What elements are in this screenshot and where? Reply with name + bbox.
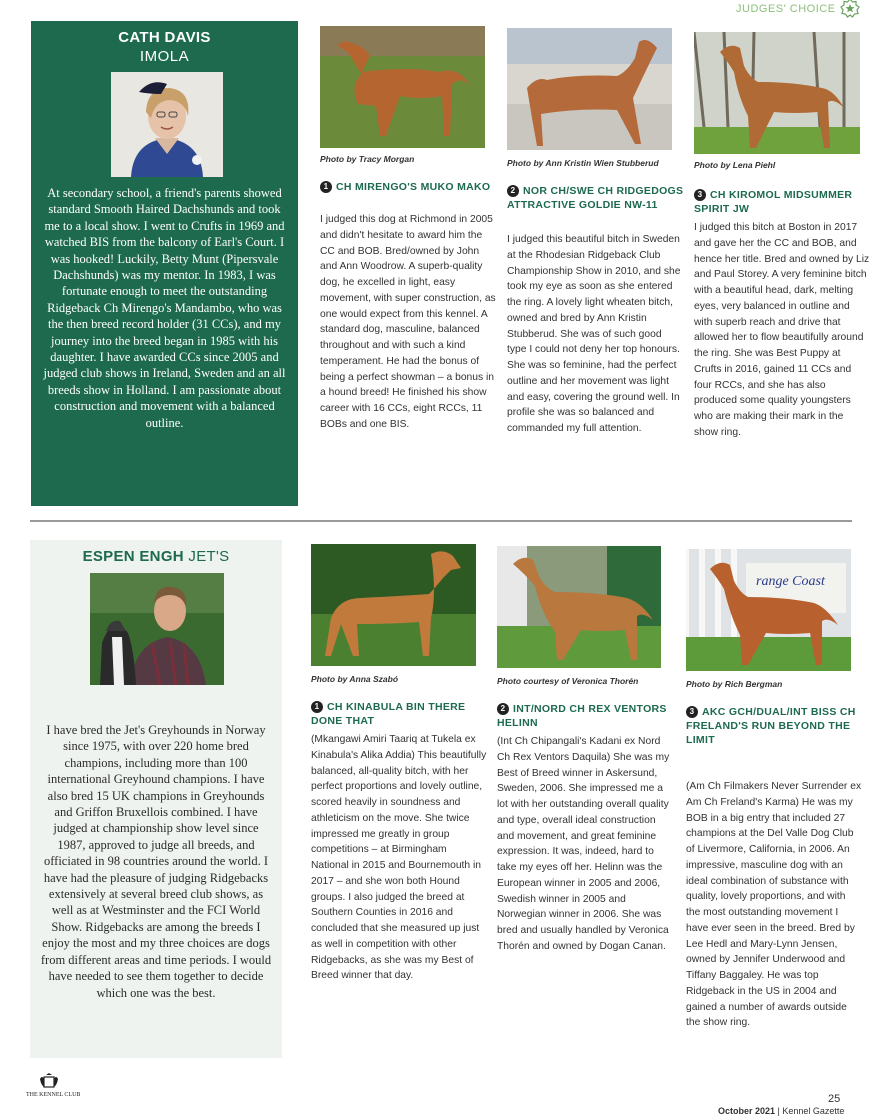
photo-credit: Photo by Ann Kristin Wien Stubberud bbox=[507, 158, 659, 168]
dog-description: (Int Ch Chipangali's Kadani ex Nord Ch Rex Ventors Daquila) She was my Best of Breed winner in Askersund, Sweden, 2006. She impressed me a lot with her outstanding overall quality and type, overall ideal construction and movement, and great feminine expression. It was, indeed, hard to take my eyes off her. Helinn was the European winner in 2005 and 2006, Swedish winner in 2005 and Norwegian winner in 2006. She was bred and usually handled by Veronica Thorén and owned by Dogan Canan. bbox=[497, 736, 670, 952]
dog-photo bbox=[694, 32, 860, 154]
dog-title bbox=[497, 702, 675, 730]
rosette-icon bbox=[840, 0, 860, 20]
section-divider bbox=[30, 520, 852, 522]
dog-description: (Am Ch Filmakers Never Surrender ex Am Ch Freland's Karma) He was my BOB in a big entry that included 27 champions at the Del Valle Dog Club of Livermore, California, in 2006. An impressive, masculine dog with an ideal combination of substance with quality, lovely proportions, and with the most outstanding movement I have ever seen in the breed. Bred by Lee Hedl and Mary-Lynn Jensen, owned by Jennifer Underwood and Tiffany Baggaley. He was top Ridgeback in the US in 2004 and gained a number of awards outside the show ring. bbox=[686, 781, 862, 1029]
judge-kennel: IMOLA bbox=[139, 48, 190, 65]
judge-bio: At secondary school, a friend's parents showed standard Smooth Haired Dachshunds and took me to a local show. I went to Crufts in 1969 and watched BIS from the balcony of Earl's Court. I was hooked! Luckily, Betty Munt (Pipersvale Dachshunds) was my mentor. In 1983, I was fortunate enough to meet the outstanding Ridgeback Ch Mirengo's Mandambo, who was the then breed record holder (31 CCs), and my journey into the breed began in 1985 with his daughter. I have awarded CCs since 2005 and judged club shows in Ireland, Sweden and an all breeds show in Holland. I am passionate about construction and movement with a balanced outline. bbox=[43, 186, 286, 430]
crest-icon bbox=[38, 1073, 60, 1091]
kennel-club-logo bbox=[26, 1073, 81, 1101]
logo-text: THE KENNEL CLUB bbox=[26, 1092, 81, 1098]
judge-panel-cath-davis bbox=[31, 21, 298, 506]
svg-text:range Coast: range Coast bbox=[756, 574, 825, 589]
dog-title bbox=[507, 184, 685, 212]
dog-title bbox=[311, 700, 489, 728]
dog-title bbox=[694, 188, 872, 216]
judge-kennel: JET'S bbox=[188, 548, 230, 565]
pick-number-badge: 2 bbox=[507, 185, 519, 197]
dog-name: CH KIROMOL MIDSUMMER SPIRIT JW bbox=[694, 189, 853, 215]
section-header bbox=[736, 0, 896, 18]
photo-credit: Photo by Tracy Morgan bbox=[320, 154, 415, 164]
dog-description: I judged this beautiful bitch in Sweden at the Rhodesian Ridgeback Club Championship Show in 2010, and she took my eye as soon as she entered the ring. A lovely light wheaten bitch, owned and bred by Ann Kristin Stubberud. She was of such good type I could not deny her top honours. She was so feminine, had the perfect outline and her movement was light and easy, covering the ground well. In profile she was so balanced and commanded my full attention. bbox=[507, 234, 681, 434]
dog-photo bbox=[311, 544, 476, 666]
pick-number-badge: 3 bbox=[686, 706, 698, 718]
dog-description: I judged this bitch at Boston in 2017 and gave her the CC and BOB, and hence her title. Bred and owned by Liz and Paul Storey. A very feminine bitch with a beautiful head, dark, melting eyes, very balanced in outline and with superb reach and drive that allowed her to flow beautifully around the ring. She was Best Puppy at Crufts in 2016, gained 11 CCs and four RCCs, and she has also produced some quality youngsters who are making their mark in the show ring. bbox=[694, 222, 870, 438]
issue-line: October 2021 | Kennel Gazette bbox=[718, 1106, 845, 1116]
judge-name: CATH DAVIS bbox=[118, 29, 211, 46]
pick-number-badge: 1 bbox=[311, 701, 323, 713]
dog-name: AKC GCH/DUAL/INT BISS CH FRELAND'S RUN BEYOND THE LIMIT bbox=[686, 706, 856, 746]
judge-panel-espen-engh bbox=[30, 540, 282, 1058]
judge-portrait bbox=[90, 573, 224, 685]
dog-title bbox=[320, 180, 498, 194]
photo-credit: Photo by Rich Bergman bbox=[686, 679, 783, 689]
issue-date: October 2021 bbox=[718, 1106, 776, 1116]
dog-description: (Mkangawi Amiri Taariq at Tukela ex Kinabula's Alika Addia) This beautifully balanced, all-quality bitch, with her perfect proportions and lovely outline, scored heavily in soundness and athleticism on the move. She twice impressed me greatly in group competitions – at Birmingham National in 2015 and Bournemouth in 2017 – and she won both Hound groups. I also judged the breed at Southern Counties in 2016 and concluded that she measured up just as well in competition with other Ridgebacks, as she was my Best of Breed winner that day. bbox=[311, 734, 487, 982]
publication-name: Kennel Gazette bbox=[782, 1106, 845, 1116]
judge-heading bbox=[30, 548, 282, 565]
dog-photo bbox=[507, 28, 672, 150]
dog-name: CH KINABULA BIN THERE DONE THAT bbox=[311, 701, 466, 727]
dog-name: INT/NORD CH REX VENTORS HELINN bbox=[497, 703, 667, 729]
dog-photo bbox=[686, 549, 851, 671]
pick-number-badge: 3 bbox=[694, 189, 706, 201]
dog-name: CH MIRENGO'S MUKO MAKO bbox=[336, 181, 491, 193]
dog-name: NOR CH/SWE CH RIDGEDOGS ATTRACTIVE GOLDIE NW-11 bbox=[507, 185, 684, 211]
photo-credit: Photo by Anna Szabó bbox=[311, 674, 399, 684]
judge-name: ESPEN ENGH bbox=[82, 548, 184, 565]
judge-portrait bbox=[111, 72, 223, 177]
section-subtitle: JUDGES' CHOICE bbox=[736, 3, 836, 15]
judge-bio: I have bred the Jet's Greyhounds in Norway since 1975, with over 220 home bred champions, including more than 100 international Greyhound champions. I have also bred 15 UK champions in Greyhounds and Griffon Bruxellois combined. I have judged at championship show level since 1987, approved to judge all breeds, and officiated in 98 countries around the world. I have had the pleasure of judging Ridgebacks extensively at several breed club shows, as well as at Westminster and the FCI World Show. Ridgebacks are among the breeds I enjoy the most and my three choices are dogs from different areas and time periods. I would have needed to see them together to decide which one was the best. bbox=[40, 723, 272, 1000]
dog-title bbox=[686, 705, 864, 747]
page-number: 25 bbox=[828, 1093, 841, 1105]
dog-photo bbox=[497, 546, 661, 668]
photo-credit: Photo by Lena Piehl bbox=[694, 160, 776, 170]
dog-description: I judged this dog at Richmond in 2005 and didn't hesitate to award him the CC and BOB. Bred/owned by John and Ann Woodrow. A superb-quality dog, he excelled in light, easy movement, with super construction, as one would expect from this kennel. A standard dog, masculine, balanced throughout and with such a kind temperament. He had the bonus of being a perfect showman – a bonus in a hound breed! He finished his show career with 16 CCs, eight RCCs, 11 BOBs and one BIS. bbox=[320, 214, 496, 430]
dog-photo bbox=[320, 26, 485, 148]
pick-number-badge: 1 bbox=[320, 181, 332, 193]
photo-credit: Photo courtesy of Veronica Thorén bbox=[497, 676, 639, 686]
pick-number-badge: 2 bbox=[497, 703, 509, 715]
